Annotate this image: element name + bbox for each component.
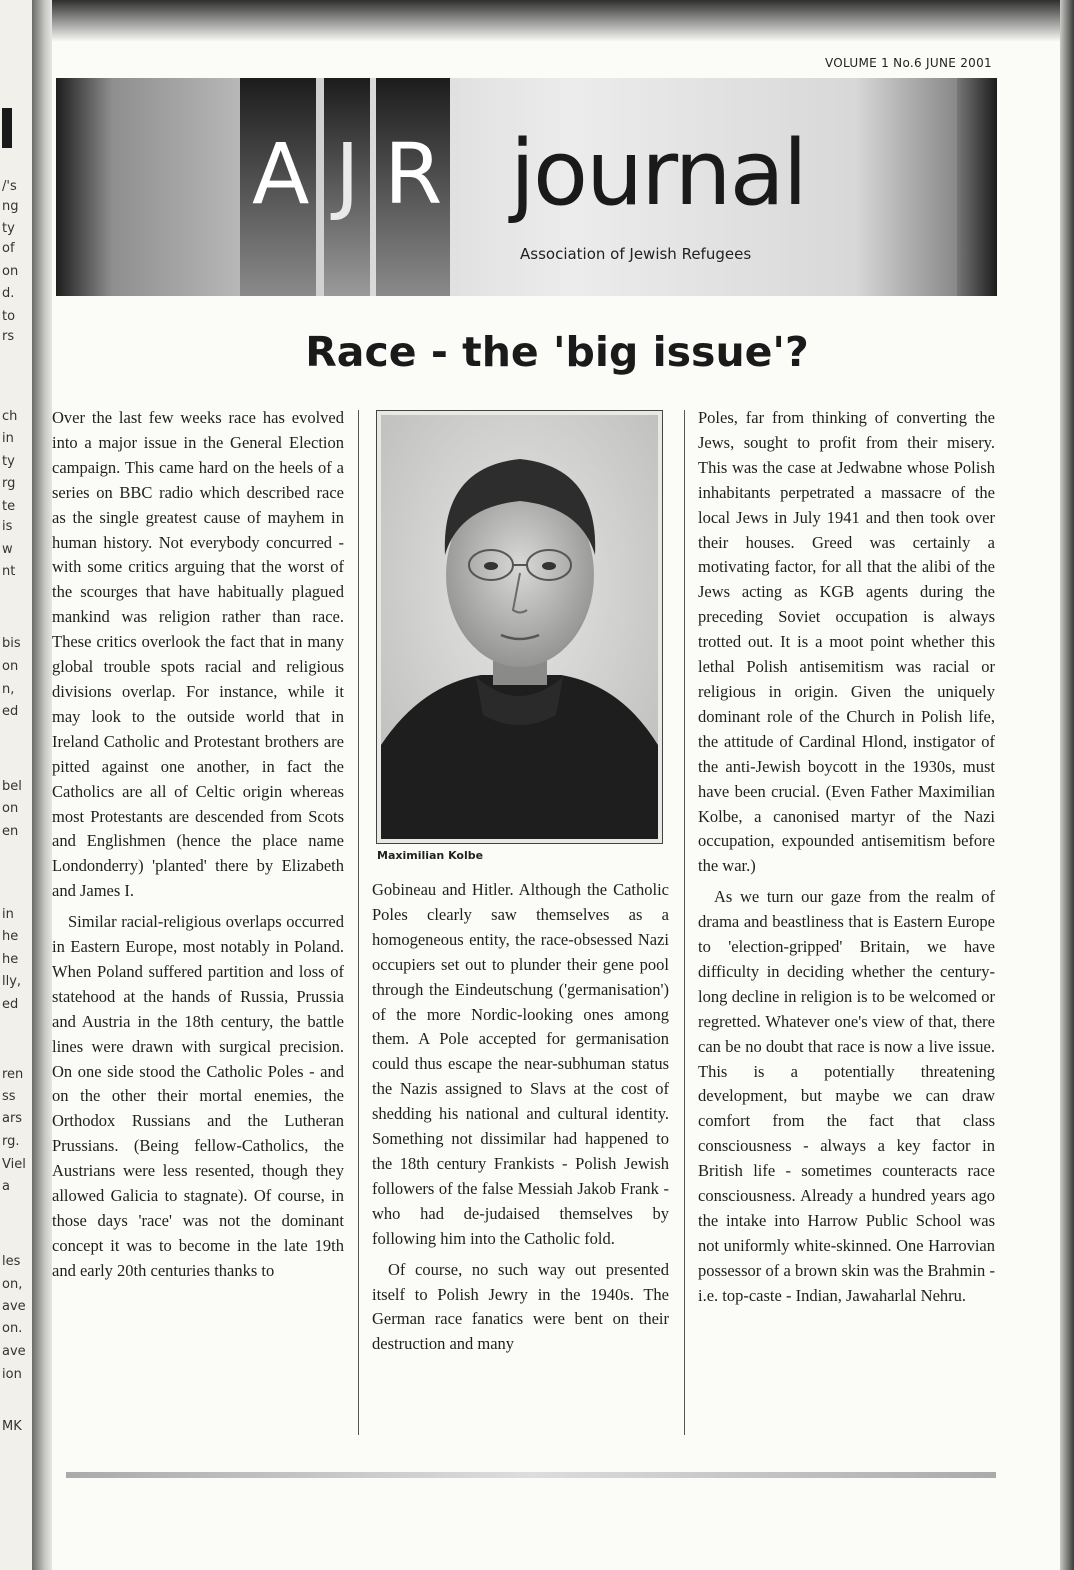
facing-page-text: ty [2,454,15,469]
column-1 [52,406,344,1284]
facing-page-text: on. [2,1321,23,1336]
facing-page-text: w [2,542,13,557]
facing-page-text: ty [2,221,15,236]
facing-page-text: on [2,659,19,674]
facing-page-text: he [2,929,19,944]
top-shadow [52,0,1062,42]
facing-page-text: ch [2,409,18,424]
facing-page-text: in [2,431,14,446]
paragraph: Similar racial-religious overlaps occurred in Eastern Europe, most notably in Poland. When Poland suffered partition and loss of statehood at the hands of Russia, Prussia and Austria in the 18th century, the battle lines were drawn with surgical precision. On one side stood the Catholic Poles - and on the other their mortal enemies, the Orthodox Russians and the Lutheran Prussians. (Being fellow-Catholics, the Austrians were less resented, though they allowed Galicia to stagnate). Of course, in those days 'race' was not the dominant concept it was to become in the late 19th and early 20th centuries thanks to [52,912,344,1280]
portrait-photo [381,415,658,839]
facing-page-text: te [2,499,16,514]
facing-page-text: to [2,309,16,324]
facing-page-text: ars [2,1111,23,1126]
facing-page-text: en [2,824,19,839]
masthead-right-edge [957,78,997,296]
facing-page-text: bis [2,636,21,651]
facing-page-text: rg. [2,1134,20,1149]
journal-page [52,0,1062,1570]
headline: Race - the 'big issue'? [305,328,809,376]
facing-page-text: on [2,264,19,279]
logo-word: journal [510,121,806,226]
facing-page-text: n, [2,682,15,697]
facing-page-text: les [2,1254,21,1269]
column-divider [358,410,359,1435]
facing-page-text: is [2,519,13,534]
page-gutter [32,0,54,1570]
column-3 [698,406,995,1309]
facing-page-text: a [2,1179,10,1194]
facing-page-text: Viel [2,1157,26,1172]
page-marker [2,108,12,148]
facing-page-text: rs [2,329,15,344]
column-divider [684,410,685,1435]
photo-caption: Maximilian Kolbe [377,849,484,862]
footer-rule [66,1472,996,1478]
paragraph: Gobineau and Hitler. Although the Catholic Poles clearly saw themselves as a homogeneous entity, the race-obsessed Nazi occupiers set out to plunder their gene pool through the Eindeutschung ('germanisation') of the more Nordic-looking ones among them. A Pole accepted for germanisation could thus escape the near-subhuman status the Nazis assigned to Slavs at the cost of shedding his national and cultural identity. Something not dissimilar had happened to the 18th century Frankists - Polish Jewish followers of the false Messiah Jakob Frank - who had de-judaised themselves by following him into the Catholic fold. [372,880,669,1248]
paragraph: Over the last few weeks race has evolved into a major issue in the General Election campaign. This came hard on the heels of a series on BBC radio which described race as the single greatest cause of mayhem in human history. Not everybody concurred - with some critics arguing that the worst of the scourges that have habitually plagued mankind was religion rather than race. These critics overlook the fact that in many global trouble spots racial and religious divisions overlap. For instance, while it may look to the outside world that in Ireland Catholic and Protestant brothers are pitted against one another, in fact the Catholics are all of Celtic origin whereas most Protestants are descended from Scots and Englishmen (hence the place name Londonderry) 'planted' there by Elizabeth and James I. [52,408,344,901]
facing-page-text: ion [2,1367,22,1382]
facing-page-text: in [2,907,14,922]
logo-letter-r: R [384,125,443,223]
facing-page-text: lly, [2,974,22,989]
facing-page-text: ed [2,997,19,1012]
facing-page-text: /'s [2,179,17,194]
photo-frame [376,410,663,844]
facing-page-text: on [2,801,19,816]
facing-page-text: he [2,952,19,967]
facing-page-text: ng [2,199,19,214]
column-2 [372,878,669,1357]
paragraph: Of course, no such way out presented itself to Polish Jewry in the 1940s. The German race fanatics were bent on their destruction and many [372,1259,669,1354]
logo-letter-j: J [335,125,360,223]
logo-letter-a: A [252,125,310,223]
facing-page-text: ren [2,1067,24,1082]
facing-page-text: ed [2,704,19,719]
facing-page-fragment [0,0,32,1570]
page-edge-shadow [1060,0,1074,1570]
facing-page-text: ave [2,1344,26,1359]
facing-page-text: on, [2,1277,23,1292]
volume-info: VOLUME 1 No.6 JUNE 2001 [824,56,992,70]
facing-page-text: ss [2,1089,16,1104]
facing-page-text: MK [2,1419,22,1434]
paragraph: As we turn our gaze from the realm of drama and beastliness that is Eastern Europe to 'election-gripped' Britain, we have difficulty in deciding whether the century-long decline in religion is to be welcomed or regretted. Whatever one's view of that, there can be no doubt that race is now a live issue. This is a potentially threatening development, but maybe we can draw comfort from the fact that class consciousness - always a key factor in British life - sometimes counteracts race consciousness. Already a hundred years ago the intake into Harrow Public School was not uniformly white-skinned. One Harrovian possessor of a brown skin was the Brahmin - i.e. top-caste - Indian, Jawaharlal Nehru. [698,887,995,1305]
facing-page-text: nt [2,564,16,579]
facing-page-text: d. [2,286,15,301]
paragraph: Poles, far from thinking of converting the Jews, sought to profit from their misery. This was the case at Jedwabne whose Polish inhabitants perpetrated a massacre of the local Jews in July 1941 and then took over their houses. Greed was certainly a motivating factor, for all that the alibi of the Jews acting as KGB agents during the preceding Soviet occupation is always trotted out. It is a moot point whether this lethal Polish antisemitism was racial or religious in origin. Given the uniquely dominant role of the Church in Polish life, the attitude of Cardinal Hlond, instigator of the anti-Jewish boycott in the 1930s, must have been crucial. (Even Father Maximilian Kolbe, a canonised martyr of the Nazi occupation, expounded antisemitism before the war.) [698,408,995,876]
facing-page-text: bel [2,779,22,794]
facing-page-text: rg [2,476,16,491]
logo-subtitle: Association of Jewish Refugees [520,245,752,263]
facing-page-text: ave [2,1299,26,1314]
facing-page-text: of [2,241,15,256]
